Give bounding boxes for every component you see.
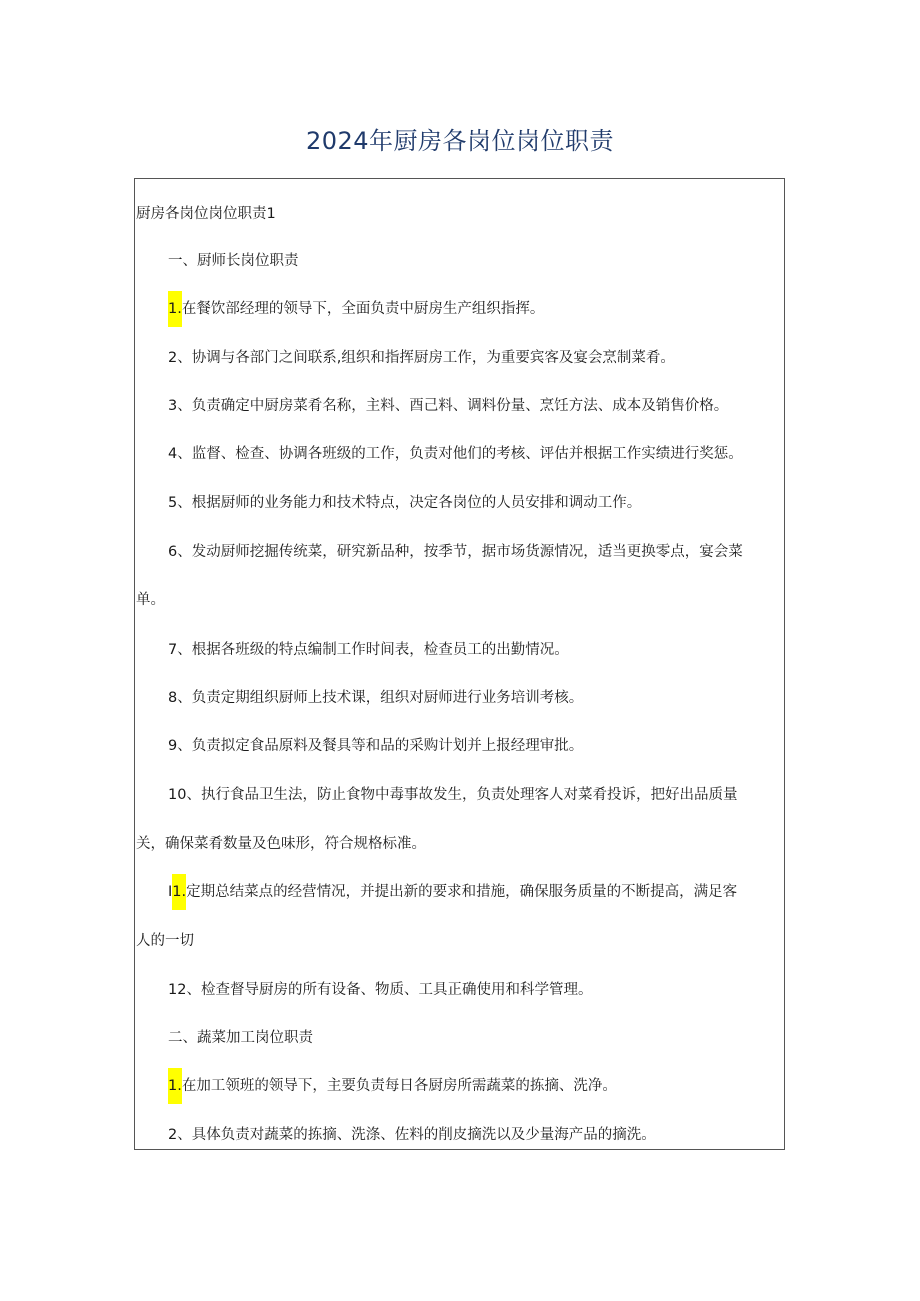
highlight-mark: 1. (168, 291, 182, 327)
duty-item-continuation: 关，确保菜肴数量及色味形，符合规格标准。 (136, 836, 426, 852)
duty-item: 8、负责定期组织厨师上技术课，组织对厨师进行业务培训考核。 (168, 690, 584, 706)
duty-item-continuation: 单。 (136, 592, 165, 608)
duty-item: 4、监督、检查、协调各班级的工作，负责对他们的考核、评估并根据工作实绩进行奖惩。 (168, 446, 743, 462)
subtitle: 厨房各岗位岗位职责1 (136, 206, 276, 222)
duty-item: 3、负责确定中厨房菜肴名称，主料、酉己料、调料份量、烹饪方法、成本及销售价格。 (168, 398, 729, 414)
duty-item-continuation: 人的一切 (136, 933, 194, 949)
document-title: 2024年厨房各岗位岗位职责 (305, 127, 615, 155)
duty-item: 2、具体负责对蔬菜的拣摘、洗涤、佐料的削皮摘洗以及少量海产品的摘洗。 (168, 1127, 656, 1143)
content-frame (134, 178, 785, 1150)
duty-item: 7、根据各班级的特点编制工作时间表，检查员工的出勤情况。 (168, 642, 569, 658)
duty-item: 6、发动厨师挖掘传统菜，研究新品种，按季节，据市场货源情况，适当更换零点，宴会菜 (168, 544, 743, 560)
highlight-mark: 1. (168, 1068, 182, 1104)
duty-item: 1.在餐饮部经理的领导下，全面负责中厨房生产组织指挥。 (168, 299, 785, 319)
duty-item: 1.在加工领班的领导下，主要负责每日各厨房所需蔬菜的拣摘、洗净。 (168, 1076, 785, 1096)
duty-item: 2、协调与各部门之间联系,组织和指挥厨房工作，为重要宾客及宴会烹制菜肴。 (168, 350, 675, 366)
duty-item: 12、检查督导厨房的所有设备、物质、工具正确使用和科学管理。 (168, 982, 593, 998)
duty-item: 9、负责拟定食品原料及餐具等和品的采购计划并上报经理审批。 (168, 738, 584, 754)
duty-item: 5、根据厨师的业务能力和技术特点，决定各岗位的人员安排和调动工作。 (168, 495, 642, 511)
section-heading: 一、厨师长岗位职责 (168, 253, 299, 269)
highlight-mark: 1. (172, 874, 186, 910)
duty-item: I1.定期总结菜点的经营情况，并提出新的要求和措施，确保服务质量的不断提高，满足客 (168, 882, 785, 902)
section-heading: 二、蔬菜加工岗位职责 (168, 1030, 313, 1046)
duty-item: 10、执行食品卫生法，防止食物中毒事故发生，负责处理客人对菜肴投诉，把好出品质量 (168, 787, 738, 803)
